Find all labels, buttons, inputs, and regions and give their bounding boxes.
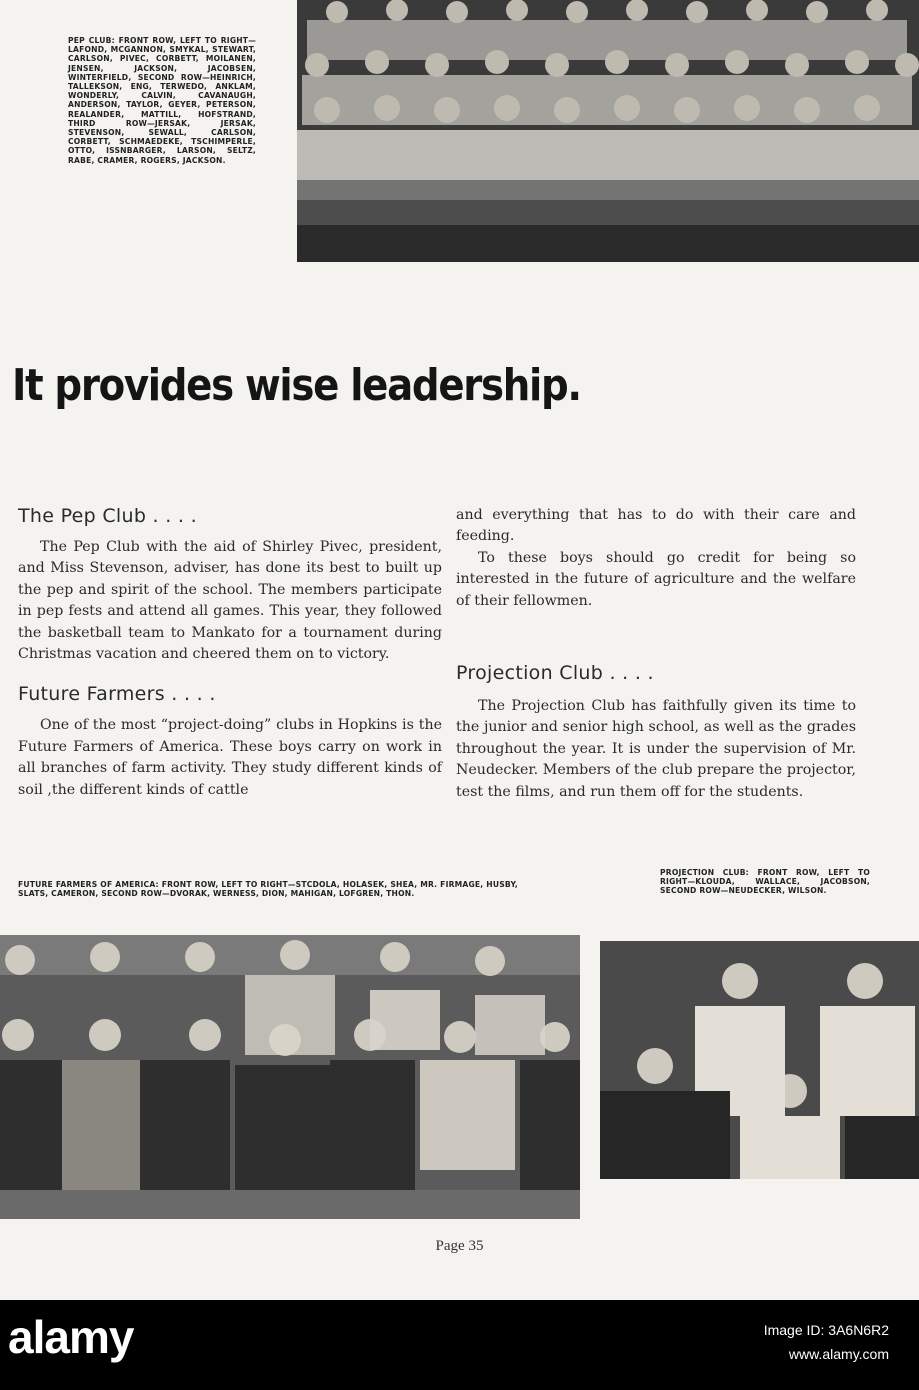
site-url: www.alamy.com [788, 1346, 889, 1362]
projection-club-caption: PROJECTION CLUB: FRONT ROW, LEFT TO RIGHT—KLOUDA, WALLACE, JACOBSON, SECOND ROW—NEUDECKER, WILSON. [660, 868, 870, 896]
headline: It provides wise leadership. [12, 360, 581, 411]
watermark-footer [0, 1300, 919, 1390]
pep-club-photo-art [297, 0, 919, 262]
pep-club-title: The Pep Club . . . . [18, 505, 197, 527]
future-farmers-photo-art [0, 935, 580, 1219]
projection-club-title: Projection Club . . . . [456, 662, 654, 685]
future-farmers-caption: FUTURE FARMERS OF AMERICA: FRONT ROW, LEFT TO RIGHT—STCDOLA, HOLASEK, SHEA, MR. FIRMAGE, HUSBY, SLATS, CAMERON, SECOND ROW—DVORAK, WERNESS, DION, MAHIGAN, LOFGREN, THON. [18, 880, 518, 899]
future-farmers-body-closing: To these boys should go credit for being so interested in the future of agriculture and the welfare of their fellowmen. [456, 549, 856, 609]
projection-club-body: The Projection Club has faithfully given its time to the junior and senior high school, as well as the grades throughout the year. It is under the supervision of Mr. Neudecker. Members of the club prepare the projector, test the films, and run them off for the students. [456, 698, 856, 800]
pep-club-caption: PEP CLUB: FRONT ROW, LEFT TO RIGHT—LAFOND, MCGANNON, SMYKAL, STEWART, CARLSON, PIVEC, CORBETT, MOILANEN, JENSEN, JACKSON, JACOBSEN, WINTERFIELD, SECOND ROW—HEINRICH, TALLEKSON, ENG, TERWEDO, ANKLAM, WONDERLY, CALVIN, CAVANAUGH, ANDERSON, TAYLOR, GEYER, PETERSON, REALANDER, MATTILL, HOFSTRAND, THIRD ROW—JERSAK, JERSAK, STEVENSON, SEWALL, CARLSON, CORBETT, SCHMAEDEKE, TSCHIMPERLE, OTTO, ISSNBARGER, LARSON, SELTZ, RABE, CRAMER, ROGERS, JACKSON. [68, 36, 256, 165]
page-number: Page 35 [435, 1238, 484, 1254]
future-farmers-body: One of the most “project-doing” clubs in Hopkins is the Future Farmers of America. These boys carry on work in all branches of farm activity. They study different kinds of soil ,the different kinds of cattle [18, 717, 442, 798]
left-column [18, 505, 442, 801]
future-farmers-title: Future Farmers . . . . [18, 683, 216, 706]
alamy-logo: alamy [8, 1311, 134, 1363]
image-info [764, 1318, 889, 1366]
image-id: Image ID: 3A6N6R2 [763, 1322, 889, 1338]
future-farmers-photo [0, 935, 580, 1219]
projection-club-photo [600, 941, 919, 1179]
pep-club-photo [297, 0, 919, 262]
projection-club-photo-art [600, 941, 919, 1179]
pep-club-body: The Pep Club with the aid of Shirley Pivec, president, and Miss Stevenson, adviser, has done its best to built up the pep and spirit of the school. The members participate in pep fests and attend all games. This year, they followed the basketball team to Mankato for a tournament during Christmas vacation and cheered them on to victory. [18, 539, 442, 663]
right-column [456, 505, 856, 803]
future-farmers-body-continued: and everything that has to do with their care and feeding. [456, 507, 856, 545]
